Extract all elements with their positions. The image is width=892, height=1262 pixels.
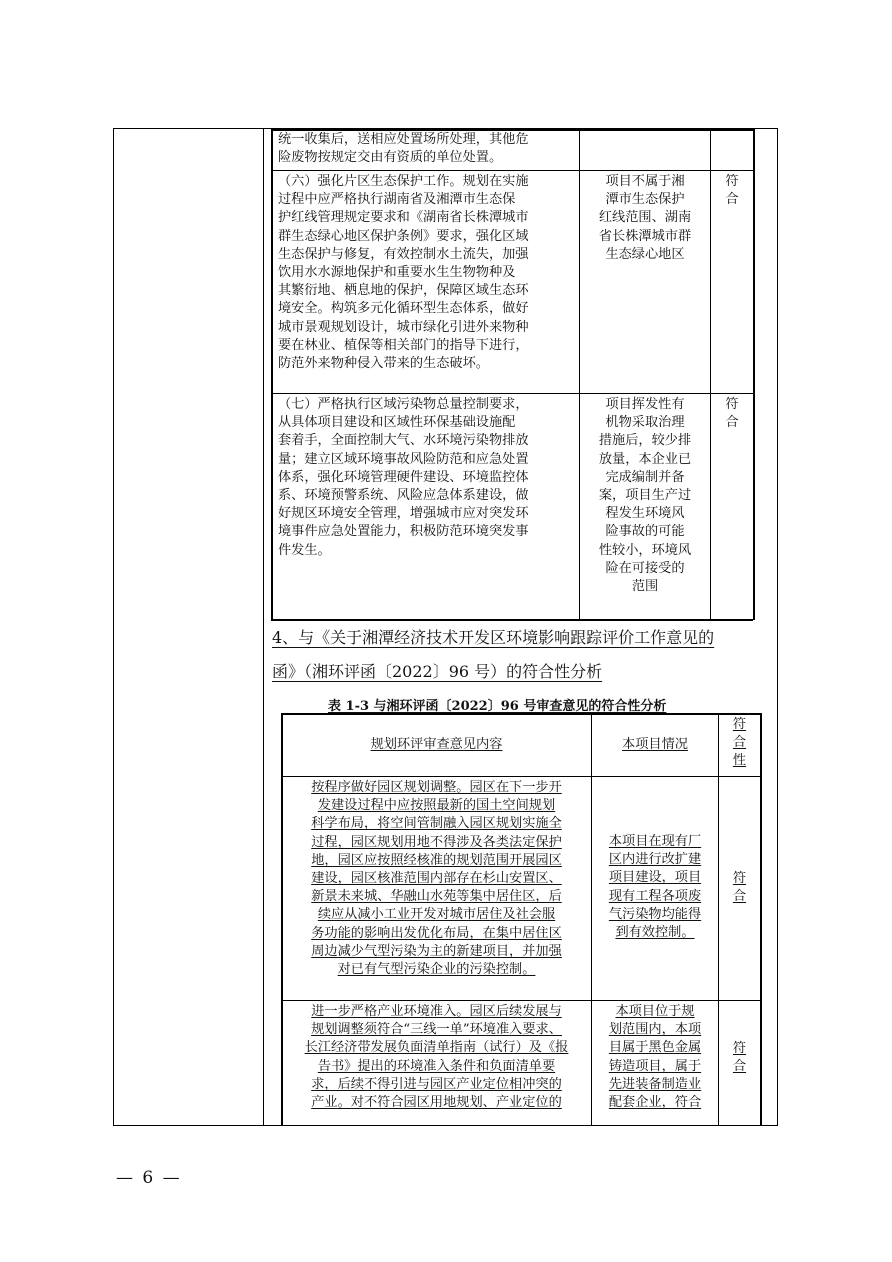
outer-left-border [113,128,114,1126]
text-line: 规划调整须符合“三线一单”环境准入要求、 [311,1022,562,1038]
text-line: 防范外来物种侵入带来的生态破坏。 [278,355,489,371]
text-line: 现有工程各项废 [608,888,702,904]
text-line: 合 [732,889,747,905]
text-line: 长江经济带发展负面清单指南（试行）及《报 [304,1040,569,1056]
row-6-content [278,173,578,373]
row-7-content [278,396,578,560]
text-line: 本项目在现有厂 [608,834,702,849]
row-7-situation [580,396,710,596]
text-line: 措施后，较少排 [598,433,692,449]
continuation-content [278,131,578,167]
text-line: 其繁衍地、栖息地的保护，保障区域生态环 [278,283,529,299]
upper-table-left [271,128,273,620]
text-line: 套着手，全面控制大气、水环境污染物排放 [278,433,529,449]
text-line: 地，园区应按照经核准的规划范围开展园区 [311,852,562,868]
lower-row-2-content [283,1003,590,1112]
text-line: 生态绿心地区 [605,246,685,262]
text-line: 完成编制并备 [605,469,685,485]
text-line: （六）强化片区生态保护工作。规划在实施 [278,174,529,189]
text-line: 潭市生态保护 [605,192,685,208]
lower-row-2-conformity [719,1040,760,1076]
text-line: 按程序做好园区规划调整。园区在下一步开 [311,780,562,795]
section-heading-line-1: 4、与《关于湘潭经济技术开发区环境影响跟踪评价工作意见的 [272,628,715,647]
text-line: 产业。对不符合园区用地规划、产业定位的 [311,1094,562,1110]
header-content: 规划环评审查意见内容 [370,737,503,752]
text-line: 告书》提出的环境准入条件和负面清单要 [317,1058,556,1074]
text-line: 合 [732,1059,747,1075]
lower-row-divider-1 [281,1000,761,1001]
text-line: （七）严格执行区域污染物总量控制要求， [278,397,529,412]
table-caption: 表 1-3 与湘环评函〔2022〕96 号审查意见的符合性分析 [328,699,667,714]
text-line: 城市景观规划设计，城市绿化引进外来物种 [278,319,529,335]
text-line: 境事件应急处置能力，积极防范环境突发事 [278,524,529,540]
text-line: 险在可接受的 [605,560,685,576]
text-line: 合 [725,415,739,431]
text-line: 符 [732,871,747,886]
text-line: 进一步严格产业环境准入。园区后续发展与 [311,1004,562,1019]
text-line: 红线范围、湖南 [598,210,692,226]
text-line: 目属于黑色金属 [608,1040,702,1056]
text-line: 求，后续不得引进与园区产业定位相冲突的 [311,1076,562,1092]
text-line: 先进装备制造业 [608,1076,702,1092]
text-line: 好规区环境安全管理，增强城市应对突发环 [278,506,529,522]
text-line: 险事故的可能 [605,524,685,540]
header-situation: 本项目情况 [622,737,688,752]
text-line: 项目挥发性有 [605,397,685,412]
header-conformity [719,716,760,771]
text-line: 发建设过程中应按照最新的国土空间规划 [317,798,556,814]
text-line: 周边减少气型污染为主的新建项目，并加强 [311,943,562,959]
text-line: 程发生环境风 [605,506,685,522]
text-line: 铸造项目，属于 [608,1058,702,1074]
lower-header-divider [281,776,761,777]
lower-row-2-situation [592,1003,718,1112]
text-line: 生态保护与修复，有效控制水土流失，加强 [278,246,529,262]
text-line: 过程，园区规划用地不得涉及各类法定保护 [311,834,562,850]
text-line: 气污染物均能得 [608,906,702,922]
label-column-divider [263,128,264,1126]
text-line: 从具体项目建设和区域性环保基础设施配 [278,415,516,431]
text-line: 建设，园区核准范围内部存在杉山安置区、 [311,870,562,886]
text-line: 统一收集后，送相应处置场所处理，其他危 [278,132,529,147]
text-line: 到有效控制。 [615,924,695,940]
text-line: 划范围内，本项 [608,1022,702,1038]
text-line: 项目不属于湘 [605,174,685,189]
lower-row-1-situation [592,833,718,942]
text-line: 对已有气型污染企业的污染控制。 [337,961,536,977]
lower-table-top [281,713,761,715]
upper-table-bottom [271,619,753,621]
text-line: 境安全。构筑多元化循环型生态体系，做好 [278,301,529,317]
upper-table-right [753,128,755,620]
text-line: 项目建设，项目 [608,870,702,886]
text-line: 符 [732,1041,747,1056]
text-line: 符 [725,174,739,189]
text-line: 机物采取治理 [605,415,685,431]
text-line: 本项目位于规 [615,1004,695,1019]
outer-right-border [777,128,778,1126]
page-number: — 6 — [116,1168,182,1188]
text-line: 过程中应严格执行湖南省及湘潭市生态保 [278,192,516,208]
text-line: 群生态绿心地区保护条例》要求，强化区域 [278,228,529,244]
text-line: 新景未来城、华融山水苑等集中居住区，后 [311,889,562,905]
outer-bottom-border [113,1125,778,1126]
lower-table-right [760,713,762,1126]
text-line: 省长株潭城市群 [598,228,692,244]
text-line: 系、环境预警系统、风险应急体系建设，做 [278,487,529,503]
text-line: 符 [725,397,739,412]
text-line: 案，项目生产过 [598,487,692,503]
text-line: 符 [732,717,747,732]
text-line: 体系，强化环境管理硬件建设、环境监控体 [278,469,529,485]
text-line: 放量，本企业已 [598,451,692,467]
text-line: 性 [732,753,747,769]
text-line: 续应从减小工业开发对城市居住及社会服 [317,907,556,923]
text-line: 要在林业、植保等相关部门的指导下进行， [278,337,529,353]
text-line: 区内进行改扩建 [608,852,702,868]
text-line: 科学布局，将空间管制融入园区规划实施全 [311,816,562,832]
text-line: 配套企业，符合 [608,1094,702,1110]
text-line: 合 [732,735,747,751]
text-line: 范围 [631,578,659,594]
upper-row-divider-1 [271,170,753,171]
text-line: 合 [725,192,739,208]
text-line: 性较小，环境风 [598,542,692,558]
lower-row-1-content [283,779,590,979]
upper-row-divider-2 [271,393,753,394]
text-line: 件发生。 [278,542,331,558]
text-line: 务功能的影响出发优化布局，在集中居住区 [311,925,562,941]
text-line: 护红线管理规定要求和《湖南省长株潭城市 [278,210,529,226]
text-line: 饮用水水源地保护和重要水生生物物种及 [278,264,516,280]
lower-row-1-conformity [719,870,760,906]
row-6-situation [580,173,710,264]
text-line: 险废物按规定交由有资质的单位处置。 [278,150,503,166]
row-6-conformity [711,173,753,209]
row-7-conformity [711,396,753,432]
text-line: 量；建立区域环境事故风险防范和应急处置 [278,451,529,467]
section-heading-line-2: 函》（湘环评函〔2022〕96 号）的符合性分析 [272,662,603,681]
